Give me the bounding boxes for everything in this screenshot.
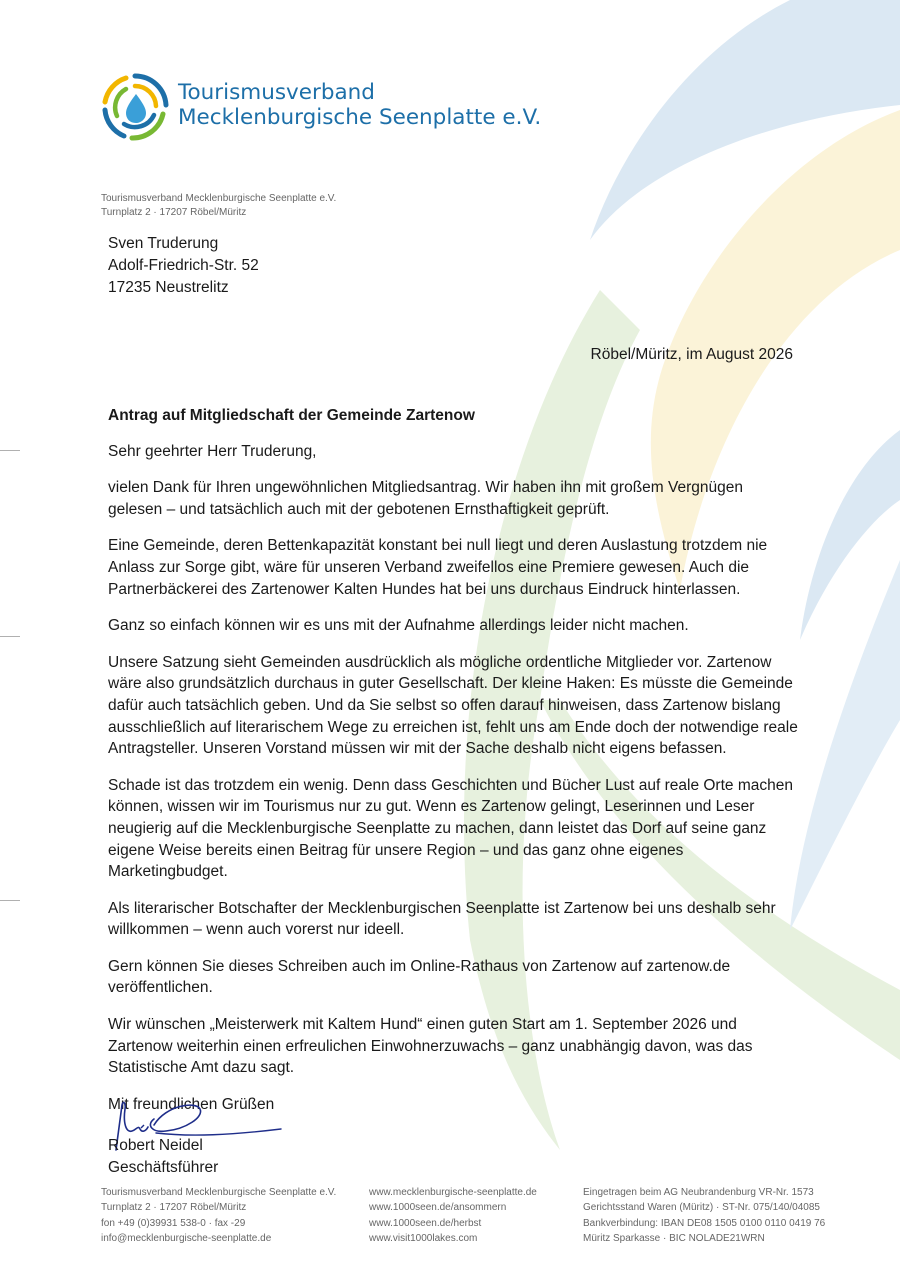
letter-paragraph: Schade ist das trotzdem ein wenig. Denn dass Geschichten und Bücher Lust auf reale Orte machen können, wissen wir im Tourismus nur zu gut. Wenn es Zartenow gelingt, Leserinnen und Leser neugierig auf die Mecklenburgische Seenplatte zu machen, dann leistet das Dorf auf seine ganz eigene Weise bereits einen Beitrag für unsere Region – und das ganz ohne eigenes Marketingbudget.	[108, 776, 793, 881]
footer-address-column	[101, 1185, 336, 1247]
footer-address-line: Turnplatz 2 · 17207 Röbel/Müritz	[101, 1202, 247, 1214]
organization-name-line2: Mecklenburgische Seenplatte e.V.	[178, 105, 542, 130]
letter-body	[108, 405, 798, 1130]
footer-registration-line: Gerichtsstand Waren (Müritz) · ST-Nr. 075/140/04085	[583, 1202, 820, 1214]
organization-name	[178, 80, 541, 130]
recipient-name: Sven Truderung	[108, 235, 219, 252]
footer-web-link[interactable]: www.visit1000lakes.com	[369, 1233, 478, 1245]
organization-name-line1: Tourismusverband	[178, 80, 375, 105]
signer-name: Robert Neidel	[108, 1137, 203, 1154]
footer-bank-line: Müritz Sparkasse · BIC NOLADE21WRN	[583, 1233, 765, 1245]
footer-email-link[interactable]: info@mecklenburgische-seenplatte.de	[101, 1233, 272, 1245]
sender-return-address	[101, 192, 336, 220]
fold-mark-bottom	[0, 900, 20, 901]
sender-line-1: Tourismusverband Mecklenburgische Seenplatte e.V.	[101, 193, 337, 204]
footer-bank-line: Bankverbindung: IBAN DE08 1505 0100 0110 0419 76	[583, 1217, 826, 1229]
letter-paragraph: Unsere Satzung sieht Gemeinden ausdrücklich als mögliche ordentliche Mitglieder vor. Zartenow wäre also grundsätzlich durchaus in guter Gesellschaft. Der kleine Haken: Es müsste die Gemeinde dafür auch tatsächlich geben. Und da Sie selbst so offen darauf hinweisen, dass Zartenow bislang ausschließlich auf literarischem Wege zu erreichen ist, fehlt uns am Ende doch der notwendige reale Antragsteller. Unseren Vorstand müssen wir mit der Sache deshalb nicht eigens befassen.	[108, 653, 798, 758]
footer-web-column	[369, 1185, 537, 1247]
letter-salutation: Sehr geehrter Herr Truderung,	[108, 442, 317, 460]
sender-line-2: Turnplatz 2 · 17207 Röbel/Müritz	[101, 207, 247, 218]
footer-web-link[interactable]: www.1000seen.de/ansommern	[369, 1202, 507, 1214]
letter-paragraph: Als literarischer Botschafter der Mecklenburgischen Seenplatte ist Zartenow bei uns deshalb sehr willkommen – wenn auch vorerst nur ideell.	[108, 899, 776, 939]
letter-paragraph: Ganz so einfach können wir es uns mit der Aufnahme allerdings leider nicht machen.	[108, 617, 689, 635]
lake-drop-logo-icon	[100, 72, 170, 142]
footer-web-link[interactable]: www.1000seen.de/herbst	[369, 1217, 482, 1229]
recipient-street: Adolf-Friedrich-Str. 52	[108, 257, 259, 274]
letter-paragraph: Gern können Sie dieses Schreiben auch im Online-Rathaus von Zartenow auf zartenow.de veröffentlichen.	[108, 957, 731, 997]
footer-registration-line: Eingetragen beim AG Neubrandenburg VR-Nr. 1573	[583, 1187, 814, 1198]
letter-paragraph: Eine Gemeinde, deren Bettenkapazität konstant bei null liegt und deren Auslastung trotzdem nie Anlass zur Sorge gibt, wäre für unseren Verband zweifellos eine Premiere gewesen. Auch die Partnerbäckerei des Zartenower Kalten Hundes hat bei uns durchaus Eindruck hinterlassen.	[108, 537, 768, 598]
footer-phone: fon +49 (0)39931 538-0 · fax -29	[101, 1217, 246, 1229]
signer-title: Geschäftsführer	[108, 1158, 219, 1176]
letter-paragraph: vielen Dank für Ihren ungewöhnlichen Mitgliedsantrag. Wir haben ihn mit großem Vergnügen gelesen – und tatsächlich auch mit der gebotenen Ernsthaftigkeit geprüft.	[108, 479, 743, 518]
footer-address-line: Tourismusverband Mecklenburgische Seenplatte e.V.	[101, 1187, 337, 1198]
place-date: Röbel/Müritz, im August 2026	[590, 346, 793, 363]
fold-mark-middle	[0, 636, 20, 637]
footer-web-link[interactable]: www.mecklenburgische-seenplatte.de	[369, 1187, 537, 1198]
recipient-city: 17235 Neustrelitz	[108, 279, 229, 296]
letter-paragraph: Wir wünschen „Meisterwerk mit Kaltem Hund“ einen guten Start am 1. September 2026 und Zartenow weiterhin einen erfreulichen Einwohnerzuwachs – ganz unabhängig davon, was das Statistische Amt dazu sagt.	[108, 1016, 753, 1077]
letter-subject: Antrag auf Mitgliedschaft der Gemeinde Zartenow	[108, 407, 475, 424]
letter-closing: Mit freundlichen Grüßen	[108, 1095, 275, 1113]
signer-block	[108, 1135, 218, 1178]
recipient-address	[108, 233, 259, 299]
fold-mark-top	[0, 450, 20, 451]
footer-registration-column	[583, 1185, 825, 1247]
